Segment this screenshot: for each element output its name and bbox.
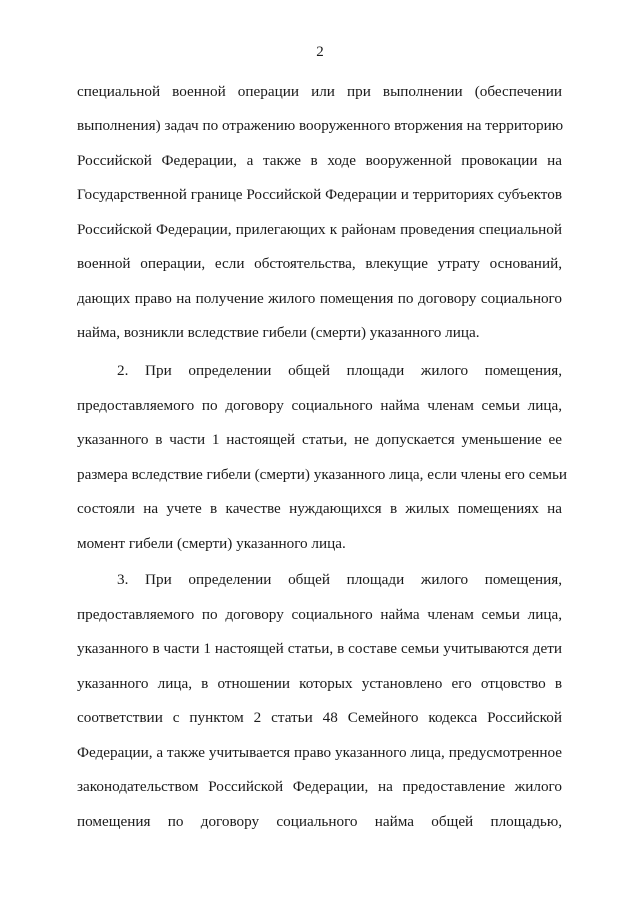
text-line: помещения по договору социального найма общей площадью, bbox=[77, 813, 562, 830]
text-line: Государственной границе Российской Федерации и территориях субъектов bbox=[77, 186, 562, 203]
text-line: Российской Федерации, прилегающих к районам проведения специальной bbox=[77, 221, 562, 238]
page-number: 2 bbox=[316, 44, 324, 60]
text-line: специальной военной операции или при выполнении (обеспечении bbox=[77, 83, 562, 100]
text-line: состояли на учете в качестве нуждающихся в жилых помещениях на bbox=[77, 500, 562, 517]
text-line: 2. При определении общей площади жилого помещения, bbox=[117, 362, 562, 379]
text-line: момент гибели (смерти) указанного лица. bbox=[77, 535, 346, 552]
text-line: соответствии с пунктом 2 статьи 48 Семейного кодекса Российской bbox=[77, 709, 562, 726]
text-line: предоставляемого по договору социального найма членам семьи лица, bbox=[77, 606, 562, 623]
text-line: Российской Федерации, а также в ходе вооруженной провокации на bbox=[77, 152, 562, 169]
text-line: размера вследствие гибели (смерти) указанного лица, если члены его семьи bbox=[77, 466, 568, 483]
text-line: выполнения) задач по отражению вооруженного вторжения на территорию bbox=[77, 117, 564, 134]
text-line: законодательством Российской Федерации, на предоставление жилого bbox=[77, 778, 562, 795]
text-line: указанного в части 1 настоящей статьи, не допускается уменьшение ее bbox=[77, 431, 562, 448]
text-line: указанного лица, в отношении которых установлено его отцовство в bbox=[77, 675, 562, 692]
text-line: 3. При определении общей площади жилого помещения, bbox=[117, 571, 562, 588]
text-line: предоставляемого по договору социального найма членам семьи лица, bbox=[77, 397, 562, 414]
text-line: военной операции, если обстоятельства, влекущие утрату оснований, bbox=[77, 255, 562, 272]
text-line: Федерации, а также учитывается право указанного лица, предусмотренное bbox=[77, 744, 562, 761]
text-line: указанного в части 1 настоящей статьи, в составе семьи учитываются дети bbox=[77, 640, 562, 657]
text-line: дающих право на получение жилого помещения по договору социального bbox=[77, 290, 562, 307]
text-line: найма, возникли вследствие гибели (смерти) указанного лица. bbox=[77, 324, 480, 341]
